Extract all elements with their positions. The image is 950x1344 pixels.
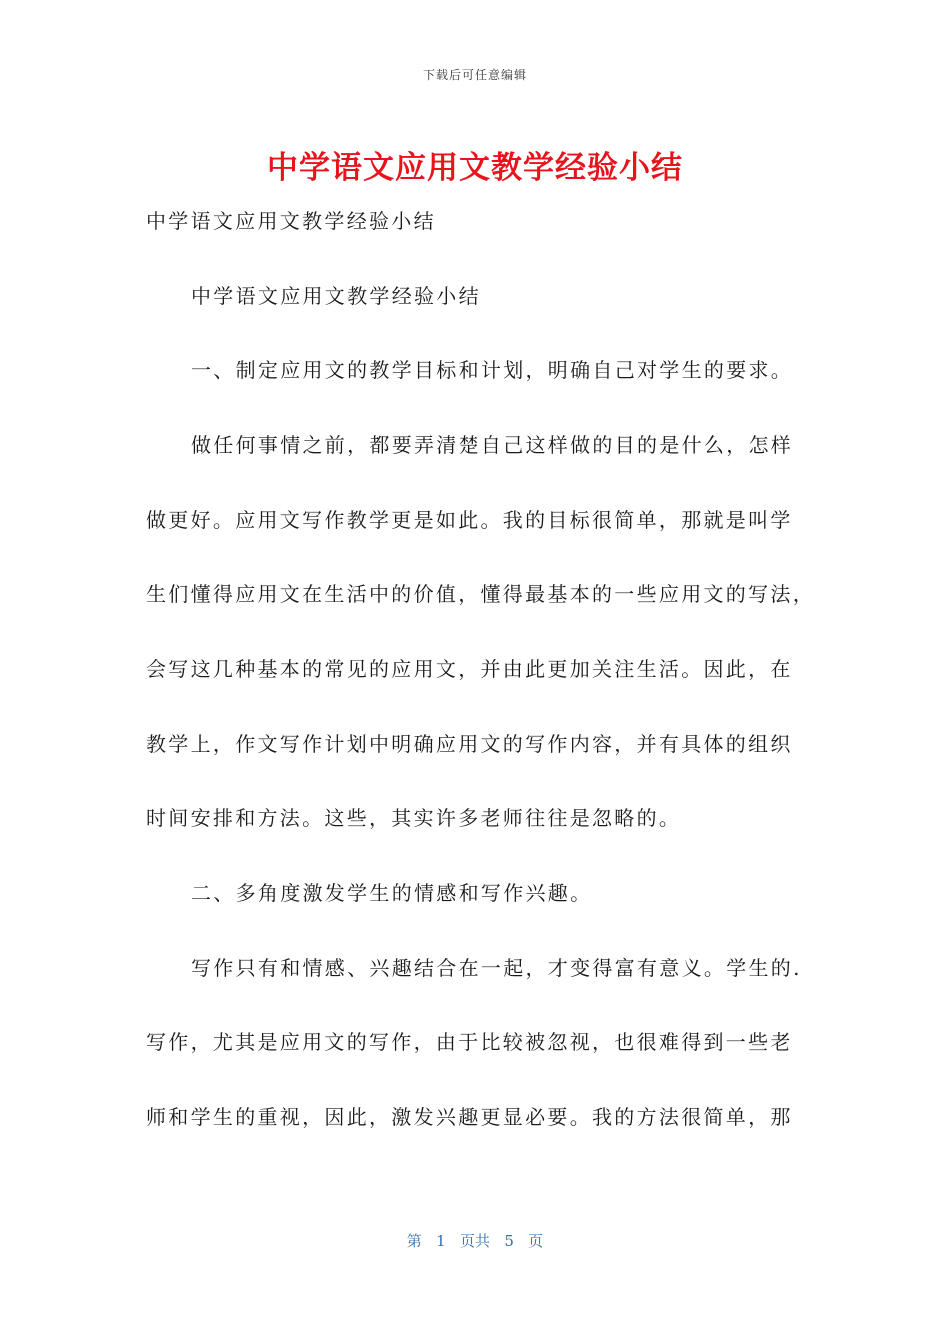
- body-line: 写作，尤其是应用文的写作，由于比较被忽视，也很难得到一些老: [146, 1030, 793, 1054]
- page-footer: [0, 1230, 950, 1251]
- page-label-suffix: 页: [528, 1232, 544, 1250]
- current-page-number: 1: [436, 1232, 446, 1250]
- document-title: 中学语文应用文教学经验小结: [267, 150, 683, 186]
- page-label-prefix: 第: [406, 1232, 422, 1250]
- body-line: 中学语文应用文教学经验小结: [146, 209, 436, 233]
- body-line: 一、制定应用文的教学目标和计划，明确自己对学生的要求。: [191, 358, 794, 382]
- body-line: 写作只有和情感、兴趣结合在一起，才变得富有意义。学生的.: [191, 956, 802, 980]
- body-line: 生们懂得应用文在生活中的价值，懂得最基本的一些应用文的写法，: [146, 582, 815, 606]
- body-line: 中学语文应用文教学经验小结: [191, 284, 481, 308]
- page-label-mid: 页共: [459, 1232, 490, 1250]
- body-line: 时间安排和方法。这些，其实许多老师往往是忽略的。: [146, 806, 682, 830]
- header-note: 下载后可任意编辑: [422, 68, 527, 82]
- body-line: 会写这几种基本的常见的应用文，并由此更加关注生活。因此，在: [146, 657, 793, 681]
- total-pages-number: 5: [504, 1232, 514, 1250]
- body-line: 做更好。应用文写作教学更是如此。我的目标很简单，那就是叫学: [146, 508, 793, 532]
- body-line: 二、多角度激发学生的情感和写作兴趣。: [191, 881, 593, 905]
- body-line: 做任何事情之前，都要弄清楚自己这样做的目的是什么，怎样: [191, 433, 794, 457]
- body-line: 教学上，作文写作计划中明确应用文的写作内容，并有具体的组织: [146, 732, 793, 756]
- body-line: 师和学生的重视，因此，激发兴趣更显必要。我的方法很简单，那: [146, 1105, 793, 1129]
